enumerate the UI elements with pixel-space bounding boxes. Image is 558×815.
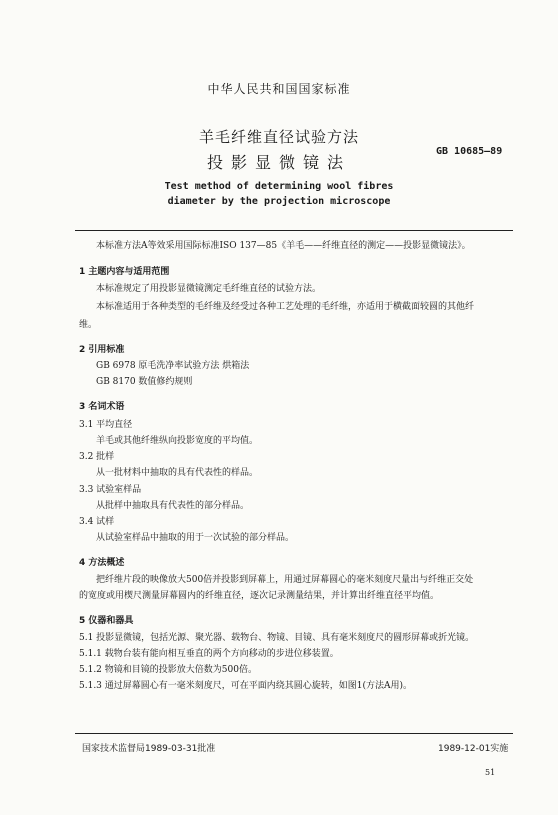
term-3-4-definition: 从试验室样品中抽取的用于一次试验的部分样品。 <box>96 533 295 543</box>
implementation-date: 1989-12-01实施 <box>438 744 509 754</box>
title-english-line-2: diameter by the projection microscope <box>167 196 391 207</box>
clause-5-1: 5.1 投影显微镜，包括光源、聚光器、载物台、物镜、目镜、具有毫米刻度尺的圆形屏幕或折光镜。 <box>79 633 475 643</box>
term-3-4-heading: 3.4 试样 <box>79 517 115 527</box>
section-1-paragraph-2-cont: 维。 <box>79 320 98 330</box>
term-3-2-definition: 从一批材料中抽取的具有代表性的样品。 <box>96 468 259 478</box>
reference-gb8170: GB 8170 数值修约规则 <box>96 377 193 387</box>
section-3-heading: 3 名词术语 <box>79 402 125 412</box>
section-4-paragraph-1: 把纤维片段的映像放大500倍并投影到屏幕上，用通过屏幕圆心的毫米刻度尺量出与纤维正交处 <box>96 575 474 585</box>
intro-paragraph: 本标准方法A等效采用国际标准ISO 137—85《羊毛——纤维直径的测定——投影显微镜法》。 <box>96 241 471 251</box>
section-4-heading: 4 方法概述 <box>79 558 125 568</box>
term-3-1-definition: 羊毛或其他纤维纵向投影宽度的平均值。 <box>96 436 259 446</box>
section-2-heading: 2 引用标准 <box>79 345 125 355</box>
clause-5-1-2: 5.1.2 物镜和目镜的投影放大倍数为500倍。 <box>79 665 257 675</box>
section-1-paragraph-1: 本标准规定了用投影显微镜测定毛纤维直径的试验方法。 <box>96 284 322 294</box>
title-chinese-line-2: 投影显微镜法 <box>206 153 351 172</box>
term-3-2-heading: 3.2 批样 <box>79 452 115 462</box>
term-3-3-heading: 3.3 试验室样品 <box>79 485 142 495</box>
bottom-rule <box>75 733 513 734</box>
national-standard-heading: 中华人民共和国国家标准 <box>207 82 351 96</box>
page-number: 51 <box>485 768 496 777</box>
section-5-heading: 5 仪器和器具 <box>79 616 134 626</box>
approval-date: 国家技术监督局1989-03-31批准 <box>82 744 216 754</box>
top-rule <box>75 230 513 231</box>
clause-5-1-3: 5.1.3 通过屏幕圆心有一毫米刻度尺，可在平面内绕其圆心旋转，如图1(方法A用)。 <box>79 681 413 691</box>
clause-5-1-1: 5.1.1 载物台装有能向相互垂直的两个方向移动的步进位移装置。 <box>79 649 339 659</box>
title-english-line-1: Test method of determining wool fibres <box>164 181 394 192</box>
term-3-3-definition: 从批样中抽取具有代表性的部分样品。 <box>96 501 250 511</box>
section-1-paragraph-2: 本标准适用于各种类型的毛纤维及经受过各种工艺处理的毛纤维，亦适用于横截面较圆的其他纤 <box>96 302 475 312</box>
term-3-1-heading: 3.1 平均直径 <box>79 420 133 430</box>
section-4-paragraph-2: 的宽度或用楔尺测量屏幕圆内的纤维直径，逐次记录测量结果，并计算出纤维直径平均值。 <box>79 591 440 601</box>
title-chinese-line-1: 羊毛纤维直径试验方法 <box>198 128 359 146</box>
section-1-heading: 1 主题内容与适用范围 <box>79 267 170 277</box>
standard-number: GB 10685—89 <box>436 146 503 157</box>
reference-gb6978: GB 6978 原毛洗净率试验方法 烘箱法 <box>96 361 250 371</box>
